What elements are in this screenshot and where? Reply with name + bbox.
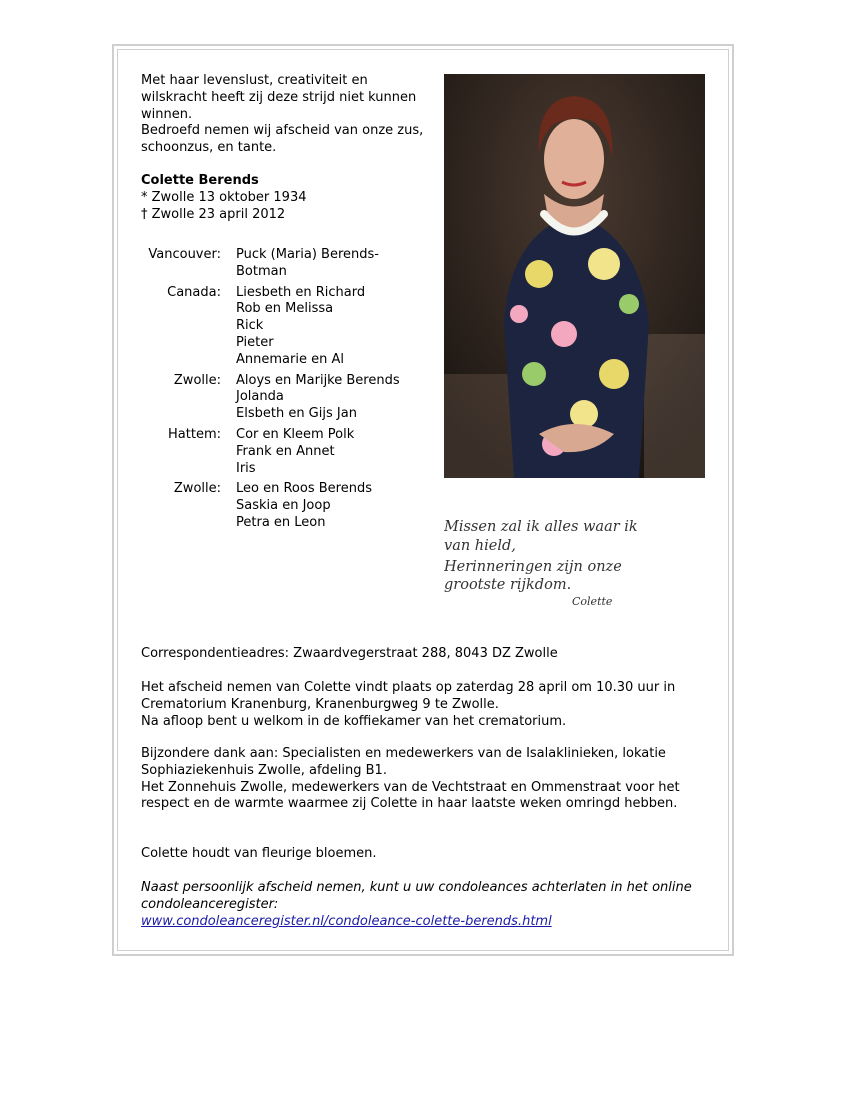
deceased-name: Colette Berends	[141, 173, 259, 188]
family-group	[141, 481, 431, 531]
acknowledgements: Bijzondere dank aan: Specialisten en medewerkers van de Isalaklinieken, lokatie Sophiaziekenhuis Zwolle, afdeling B1. Het Zonnehuis Zwolle, medewerkers van de Vechtstraat en Ommenstraat voor het respect en de warmte waarmee zij Colette in haar laatste weken omringd hebben.	[141, 746, 680, 812]
family-place: Hattem:	[168, 426, 221, 442]
family-place: Zwolle:	[173, 481, 221, 497]
quote-signature: Colette	[572, 595, 613, 608]
death-date: † Zwolle 23 april 2012	[141, 206, 286, 222]
life-dates	[141, 190, 307, 224]
flowers-note: Colette houdt van fleurige bloemen.	[141, 846, 377, 861]
quote-line: Missen zal ik alles waar ik	[444, 519, 638, 535]
handwritten-quote	[444, 513, 714, 613]
family-list	[141, 247, 431, 536]
online-text: Naast persoonlijk afscheid nemen, kunt u uw condoleances achterlaten in het online condoleanceregister:	[141, 880, 692, 912]
correspondence-address: Correspondentieadres: Zwaardvegerstraat 288, 8043 DZ Zwolle	[141, 646, 558, 661]
family-place: Vancouver:	[148, 247, 221, 262]
family-group	[141, 373, 431, 423]
quote-line: Herinneringen zijn onze	[444, 559, 622, 575]
family-names: Liesbeth en Richard Rob en Melissa Rick Pieter Annemarie en Al	[236, 284, 366, 367]
ceremony-info: Het afscheid nemen van Colette vindt plaats op zaterdag 28 april om 10.30 uur in Crematorium Kranenburg, Kranenburgweg 9 te Zwolle. Na afloop bent u welkom in de koffiekamer van het crematorium.	[141, 680, 676, 729]
family-names: Leo en Roos Berends Saskia en Joop Petra en Leon	[236, 481, 372, 530]
family-group	[141, 247, 431, 281]
family-place: Zwolle:	[173, 372, 221, 388]
family-names: Aloys en Marijke Berends Jolanda Elsbeth en Gijs Jan	[236, 372, 400, 422]
online-condolences	[141, 880, 711, 930]
condolence-link[interactable]: www.condoleanceregister.nl/condoleance-colette-berends.html	[141, 913, 552, 929]
quote-line: grootste rijkdom.	[444, 577, 572, 593]
family-names: Puck (Maria) Berends-Botman	[236, 247, 379, 279]
portrait-photo	[444, 74, 705, 478]
family-group	[141, 427, 431, 477]
intro-text: Met haar levenslust, creativiteit en wilskracht heeft zij deze strijd niet kunnen winnen. Bedroefd nemen wij afscheid van onze zus, schoonzus, en tante.	[141, 73, 424, 156]
quote-line: van hield,	[444, 538, 516, 554]
family-group	[141, 285, 431, 369]
birth-date: * Zwolle 13 oktober 1934	[141, 190, 307, 205]
portrait-image	[444, 74, 705, 478]
family-names: Cor en Kleem Polk Frank en Annet Iris	[236, 426, 355, 476]
family-place: Canada:	[167, 284, 221, 300]
